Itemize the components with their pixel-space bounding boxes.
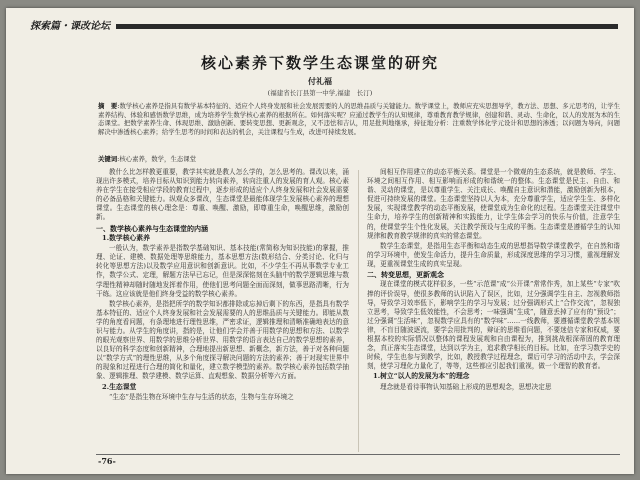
abstract-text: :数学核心素养是指具有数学基本特征的、适应个人终身发展和社会发展需要的人的思维品质与关键能力。数学课堂上，教师应充实思想导学，教方法、思想、多元思考的，让学生素养结构、体验和感悟数学思维，成为培养学生数学核心素养的根据所在。如何落实呢？应通过教学生的认知规律，尊重教育教学规律，创建和谐、灵动、生命化，以人的发展为本的生态课堂。把数学素养生命、体现思维、激励创新、要转变思想、更新观念，又不违怯和吉认，用足批判地继承，持征地分析：注重数学体化学元设计和思想的渗透；以问题为导向，问题解决中渗透核心素养；给学生思考的时间和表达的机会，关注课程与生成，改进可持续发展。: [98, 102, 621, 136]
column-divider: [358, 170, 359, 452]
author-affiliation: (福建省长汀县第一中学,福建 长汀): [267, 89, 373, 97]
abstract-label: 摘 要: [98, 102, 118, 110]
footer-rule: [96, 454, 620, 455]
article-title: 核心素养下数学生态课堂的研究: [200, 54, 439, 72]
header-bar: [98, 24, 618, 29]
body-paragraph: 数学生态课堂，是指用生态平衡和动态生成的思想指导数学课堂教学，在自然和谐的学习环境中，使发生命活力，提升生命质量，形成深度思维的学习习惯，重视理解发现，更重视课堂生成的真实呈现。: [367, 241, 620, 268]
section-heading: 2.生态课堂: [102, 382, 137, 391]
page-header: [6, 20, 634, 34]
section-heading: 1.数学核心素养: [102, 233, 150, 242]
body-paragraph: 一般认为，数学素养是指数学基础知识、基本技能(常简称为知识技能)的掌握，推理、论证、建模、数据处理等思维能力，基本思想方法(数形结合、分类讨论、化归与转化等思想方法)以及数学应用意识和创新意识。比如，不少学生不再从事数学专业工作，数学公式、定理，解题方法早已忘记，但是深深铭刻在头脑中的数学逻辑思维与数学理性精神却随时随地发挥着作用，使他们思考问题全面而深刻，做事思路清晰，行为干练。这应该就是他们终身受益的数学核心素养。: [96, 244, 349, 298]
body-paragraph: 理念就是看待事物认知基础上形成的思想观念，思想决定思: [380, 382, 552, 391]
body-paragraph: “生态”是指生物在环境中生存与生活的状态，生物与生存环境之: [109, 392, 294, 401]
section-heading: 一、数学核心素养与生态课堂的内涵: [96, 223, 208, 233]
body-paragraph: 间相互作用建立的动态平衡关系。课堂是一个微观的生态系统，就是教师、学生、环境之间相互作用、相互影响而形成的和谐统一的整体。生态课堂是民主、自由、和谐、灵动的课堂，是以尊重学生、关注成长、唤醒自主意识和潜能，激励创新为根本，促进可持续发展的课堂。生态课堂坚持以人为本，充分尊重学生，适应学生生、多样化发展，实现课堂教学的动态平衡发展，使课堂成为生命化的过程。生态课堂关注课堂中生命力，培养学生的创新精神和实践能力，让学生体会学习的快乐与价值，注意学生的，使课堂学生个性化发展，关注教学预设与生成的平衡。生态课堂是遵循学生的认知规律和教育教学规律的真实的常态课堂。: [367, 168, 620, 240]
page-number: -76-: [98, 456, 116, 466]
header-section-label: 探索篇・课改论坛: [30, 20, 116, 34]
body-paragraph: 数学核心素养，是指把所学的数学知识都排除或忘掉后剩下的东西，是指具有数学基本特征的、适应个人终身发展和社会发展需要的人的思维品质与关键能力。即能从数学的角度看问题，有条理地进行理性思维，严密求证，逻辑推理和清晰准确地表达的意识与能力。从学生的角度讲，指的是，让他们学会并善于用数学的思想和方法、以数学的眼光观察世界、用数学的思维分析世界、用数学的语言表达自己的数学思想的素养，以良好的科学态度和创新精神，合理地提出新思想、新概念，新方法，善于对各种问题以“数学方式”的理性思维，从多个角度探寻解决问题的方法的素养；善于对现实世界中的现象和过程进行合理的简化和量化，建立数学模型的素养。数学核心素养包括数学抽象、逻辑推理、数学建模、数学运算、直观想象、数据分析等六方面。: [96, 299, 349, 381]
article-author: 付礼福: [308, 76, 332, 86]
section-heading: 1.树立“以人的发展为本”的理念: [373, 372, 470, 381]
section-heading: 二、转变思想，更新观念: [367, 270, 444, 280]
keywords-label: 关键词: [98, 155, 118, 163]
body-column-left: [96, 168, 349, 456]
keywords: [98, 155, 620, 164]
body-paragraph: 现在课堂的模式花样很多，一些“示范课”成“公开课”常常作秀，加上某些“专家”吹捧的评价误导，使很多教师的认识陷入了误区，比如，过分强调学生自主、忽视教师指导，导致学习效率低下，影响学生的学习与发展；过分强调形式上“合作交流”，忽视独立思考，导致学生低效能性，不会思考；一味强调“生成”，随意丢掉了应有的“预设”；过分强调“生活味”，忽视数学应具有的“数学味”……一线教师，要遵循课堂教学基本规律，不盲目随波逐流，要学会用批判的，辩证的思维看问题，不要迷信专家和权威，要根据本校的实际情况以整体的课程发展观和自由课程为，推到挑战根深蒂固的教育理念，真正落实生态课堂，达到以学为主，追求教学相长的目标。比如，在学习数学史的时候，学生也参与到教学，比如，教授教学过程理念，课后可学习的活动中去，学会深刻，使学习理化力量化了，等等，这些都应引起我们重视，做一个理智的教育者。: [367, 280, 620, 371]
abstract: [98, 102, 620, 136]
journal-page: [6, 8, 634, 474]
body-column-right: [367, 168, 620, 456]
keywords-text: :核心素养，数学，生态课堂: [117, 155, 197, 163]
body-paragraph: 教什么比怎样教更重要，教学其实就是教人怎么学的，怎么思考的。课改以来，涌现出许多模式，培养目标从知识到能力转向素养，转向注重人的发展的育人观。核心素养在学生在接受相应学段的教育过程中，逐步形成的适应个人终身发展和社会发展需要的必备品格和关键能力。纵观众多课改，生态课堂是最能体现学生发展核心素养的理想课堂。生态课堂的核心理念是：尊重、唤醒、激励，即尊重生命，唤醒思维，激励创新。: [96, 168, 349, 222]
